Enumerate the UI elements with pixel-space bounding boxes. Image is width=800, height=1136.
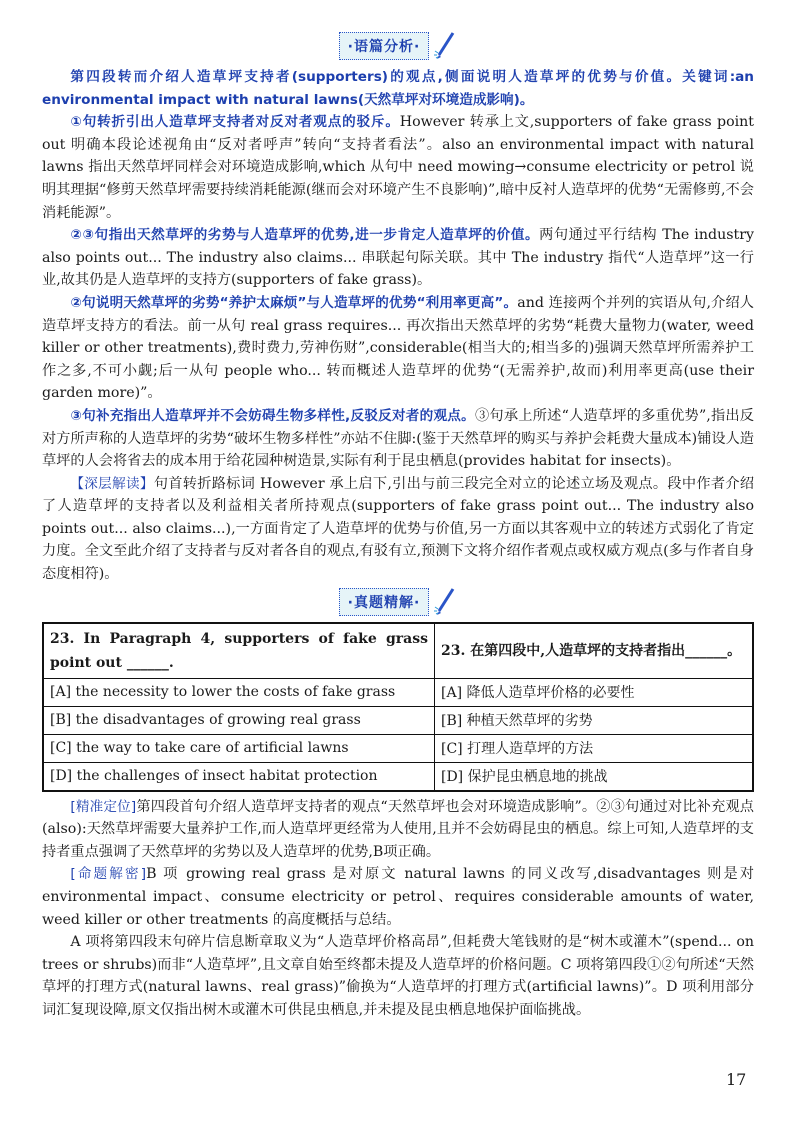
question-stem-en: 23. In Paragraph 4, supporters of fake grass point out ______. — [43, 623, 435, 679]
paragraph-question-decoding — [42, 863, 754, 931]
paragraph-sentence-2 — [42, 292, 754, 405]
paragraph-tag: [命题解密] — [70, 866, 147, 883]
paragraph-lead: ②③句指出天然草坪的劣势与人造草坪的优势,进一步肯定人造草坪的价值。 — [70, 227, 540, 244]
question-stem-zh: 23. 在第四段中,人造草坪的支持者指出______。 — [435, 623, 754, 679]
section-title: ·语篇分析· — [339, 32, 430, 60]
section-title: ·真题精解· — [339, 588, 430, 616]
section-heading-discourse-analysis — [42, 30, 754, 62]
question-table — [42, 622, 754, 792]
paragraph-distractor-analysis — [42, 931, 754, 1021]
paragraph-lead: ③句补充指出人造草坪并不会妨碍生物多样性,反驳反对者的观点。 — [70, 407, 475, 424]
section-heading-question-analysis — [42, 586, 754, 618]
option-row — [43, 706, 753, 734]
pen-icon — [433, 31, 457, 61]
option-en: [C] the way to take care of artificial lawns — [43, 734, 435, 762]
pen-icon — [433, 587, 457, 617]
option-row — [43, 678, 753, 706]
option-zh: [B] 种植天然草坪的劣势 — [435, 706, 754, 734]
option-row — [43, 734, 753, 762]
paragraph-sentence-1 — [42, 111, 754, 224]
paragraph-body: However 转承上文,supporters of fake grass point out 明确本段论述视角由“反对者呼声”转向“支持者看法”。also an environmental impact with natural lawns 指出天然草坪同样会对环境造成影响,which 从句中 need mowing→consume electricity or petrol 说明其理据“修剪天然草坪需要持续消耗能源(继而会对环境产生不良影响)”,暗中反衬人造草坪的优势“无需修剪,不会消耗能源”。 — [42, 114, 754, 221]
paragraph-body: and 连接两个并列的宾语从句,介绍人造草坪支持方的看法。前一从句 real grass requires... 再次指出天然草坪的劣势“耗费大量物力(water, weed killer or other treatments),费时费力,劳神伤财”,considerable(相当大的;相当多的)强调天然草坪所需养护工作之多,不可小觑;后一从句 people who... 转而概述人造草坪的优势“(无需养护,故而)利用率更高(use their garden more)”。 — [42, 294, 754, 402]
paragraph-body: A 项将第四段末句碎片信息断章取义为“人造草坪价格高昂”,但耗费大笔钱财的是“树木或灌木”(spend... on trees or shrubs)而非“人造草坪”,且文章自始至终都未提及人造草坪的价格问题。C 项将第四段①②句所述“天然草坪的打理方式(natural lawns、real grass)”偷换为“人造草坪的打理方式(artificial lawns)”。D 项利用部分词汇复现设障,原文仅指出树木或灌木可供昆虫栖息,并未提及昆虫栖息地保护面临挑战。 — [42, 934, 754, 1018]
option-en: [D] the challenges of insect habitat protection — [43, 762, 435, 791]
paragraph-body: B 项 growing real grass 是对原文 natural lawns 的同义改写,disadvantages 则是对 environmental impact、consume electricity or petrol、requires considerable amounts of water, weed killer or other treatments 的高度概括与总结。 — [42, 866, 754, 928]
option-zh: [A] 降低人造草坪价格的必要性 — [435, 678, 754, 706]
question-stem-row — [43, 623, 753, 679]
paragraph-deep-reading — [42, 473, 754, 586]
option-en: [B] the disadvantages of growing real grass — [43, 706, 435, 734]
paragraph-lead: 第四段转而介绍人造草坪支持者(supporters)的观点,侧面说明人造草坪的优势与价值。关键词:an environmental impact with natural lawns(天然草坪对环境造成影响)。 — [42, 69, 754, 108]
paragraph-tag: 【深层解读】 — [70, 475, 154, 492]
paragraph-summary — [42, 66, 754, 111]
paragraph-precise-location — [42, 796, 754, 864]
paragraph-tag: [精准定位] — [70, 798, 137, 815]
paragraph-lead: ①句转折引出人造草坪支持者对反对者观点的驳斥。 — [70, 114, 400, 131]
option-zh: [D] 保护昆虫栖息地的挑战 — [435, 762, 754, 791]
paragraph-body: 两句通过平行结构 The industry also points out... The industry also claims... 串联起句际关联。其中 The industry 指代“人造草坪”这一行业,故其仍是人造草坪的支持方(supporters of fake grass)。 — [42, 227, 754, 289]
option-en: [A] the necessity to lower the costs of fake grass — [43, 678, 435, 706]
paragraph-body: 句首转折路标词 However 承上启下,引出与前三段完全对立的论述立场及观点。段中作者介绍了人造草坪的支持者以及利益相关者所持观点(supporters of fake grass point out... The industry also points out... also claims...),一方面肯定了人造草坪的优势与价值,另一方面以其客观中立的转述方式弱化了肯定力度。全文至此介绍了支持者与反对者各自的观点,有驳有立,预测下文将介绍作者观点或权威方观点(多与作者自身态度相符)。 — [42, 475, 755, 583]
page-content — [42, 30, 754, 1022]
paragraph-body: 第四段首句介绍人造草坪支持者的观点“天然草坪也会对环境造成影响”。②③句通过对比补充观点(also):天然草坪需要大量养护工作,而人造草坪更经常为人使用,且并不会妨碍昆虫的栖息。综上可知,人造草坪的支持者重点强调了天然草坪的劣势以及人造草坪的优势,B项正确。 — [42, 798, 754, 860]
page-number: 17 — [726, 1070, 747, 1089]
paragraph-body: ③句承上所述“人造草坪的多重优势”,指出反对方所声称的人造草坪的劣势“破坏生物多样性”亦站不住脚:(鉴于天然草坪的购买与养护会耗费大量成本)铺设人造草坪的人会将省去的成本用于给花园种树造景,实际有利于昆虫栖息(provides habitat for insects)。 — [42, 407, 754, 470]
paragraph-lead: ②句说明天然草坪的劣势“养护太麻烦”与人造草坪的优势“利用率更高”。 — [70, 294, 518, 311]
option-row — [43, 762, 753, 791]
option-zh: [C] 打理人造草坪的方法 — [435, 734, 754, 762]
paragraph-sentence-3 — [42, 405, 754, 473]
paragraph-sentences-2-3 — [42, 224, 754, 292]
